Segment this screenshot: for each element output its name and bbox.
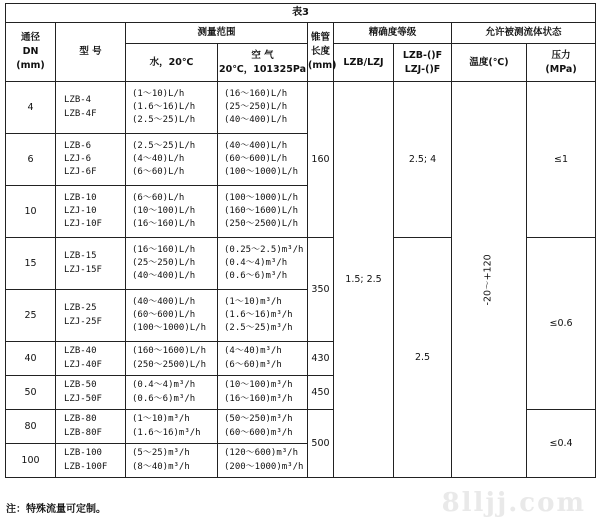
model-cell: LZB-15 LZJ-15F: [56, 238, 126, 290]
header-range: 测量范围: [126, 23, 308, 44]
header-dn: 通径 DN (mm): [6, 23, 56, 82]
table-title: 表3: [6, 4, 596, 23]
air-range-cell: (1～10)m³/h (1.6～16)m³/h (2.5～25)m³/h: [218, 290, 308, 342]
water-range-cell: (40～400)L/h (60～600)L/h (100～1000)L/h: [126, 290, 218, 342]
model-cell: LZB-4 LZB-4F: [56, 82, 126, 134]
header-pipe-length: 锥管 长度 (mm): [308, 23, 334, 82]
header-medium: 允许被测流体状态: [452, 23, 596, 44]
model-cell: LZB-10 LZJ-10 LZJ-10F: [56, 186, 126, 238]
dn-cell: 4: [6, 82, 56, 134]
pressure-cell: ≤0.6: [527, 238, 596, 410]
temperature-cell: [452, 82, 527, 478]
pipe-length-cell: 450: [308, 376, 334, 410]
air-range-cell: (100～1000)L/h (160～1600)L/h (250～2500)L/h: [218, 186, 308, 238]
header-water: 水，20℃: [126, 44, 218, 82]
pipe-length-cell: 160: [308, 82, 334, 238]
dn-cell: 80: [6, 410, 56, 444]
water-range-cell: (16～160)L/h (25～250)L/h (40～400)L/h: [126, 238, 218, 290]
model-cell: LZB-25 LZJ-25F: [56, 290, 126, 342]
dn-cell: 40: [6, 342, 56, 376]
header-acc-lzb: LZB/LZJ: [334, 44, 394, 82]
header-temperature: 温度(℃): [452, 44, 527, 82]
dn-cell: 15: [6, 238, 56, 290]
air-range-cell: (4～40)m³/h (6～60)m³/h: [218, 342, 308, 376]
air-range-cell: (0.25～2.5)m³/h (0.4～4)m³/h (0.6～6)m³/h: [218, 238, 308, 290]
air-range-cell: (120～600)m³/h (200～1000)m³/h: [218, 444, 308, 478]
dn-cell: 6: [6, 134, 56, 186]
air-range-cell: (50～250)m³/h (60～600)m³/h: [218, 410, 308, 444]
dn-cell: 50: [6, 376, 56, 410]
water-range-cell: (1～10)m³/h (1.6～16)m³/h: [126, 410, 218, 444]
footnote: 注：特殊流量可定制。: [6, 504, 106, 515]
accuracy-lzb-cell: 1.5; 2.5: [334, 82, 394, 478]
water-range-cell: (5～25)m³/h (8～40)m³/h: [126, 444, 218, 478]
water-range-cell: (0.4～4)m³/h (0.6～6)m³/h: [126, 376, 218, 410]
temperature-value: -20～+120: [483, 253, 495, 306]
watermark: 8lljj.com: [441, 488, 586, 518]
model-cell: LZB-100 LZB-100F: [56, 444, 126, 478]
model-cell: LZB-50 LZJ-50F: [56, 376, 126, 410]
accuracy-f-cell: 2.5; 4: [394, 82, 452, 238]
air-range-cell: (16～160)L/h (25～250)L/h (40～400)L/h: [218, 82, 308, 134]
header-acc-f: LZB-()F LZJ-()F: [394, 44, 452, 82]
pipe-length-cell: 430: [308, 342, 334, 376]
spec-table-sheet: [5, 3, 595, 491]
header-air: 空 气 20℃，101325Pa: [218, 44, 308, 82]
model-cell: LZB-40 LZJ-40F: [56, 342, 126, 376]
pipe-length-cell: 500: [308, 410, 334, 478]
water-range-cell: (1～10)L/h (1.6～16)L/h (2.5～25)L/h: [126, 82, 218, 134]
air-range-cell: (40～400)L/h (60～600)L/h (100～1000)L/h: [218, 134, 308, 186]
model-cell: LZB-6 LZJ-6 LZJ-6F: [56, 134, 126, 186]
pressure-cell: ≤1: [527, 82, 596, 238]
header-pressure: 压力 (MPa): [527, 44, 596, 82]
header-accuracy: 精确度等级: [334, 23, 452, 44]
water-range-cell: (6～60)L/h (10～100)L/h (16～160)L/h: [126, 186, 218, 238]
dn-cell: 10: [6, 186, 56, 238]
accuracy-f-cell: 2.5: [394, 238, 452, 478]
table-row: [6, 82, 596, 134]
dn-cell: 100: [6, 444, 56, 478]
flowmeter-spec-table: [5, 3, 596, 478]
air-range-cell: (10～100)m³/h (16～160)m³/h: [218, 376, 308, 410]
pipe-length-cell: 350: [308, 238, 334, 342]
dn-cell: 25: [6, 290, 56, 342]
header-model: 型 号: [56, 23, 126, 82]
water-range-cell: (160～1600)L/h (250～2500)L/h: [126, 342, 218, 376]
water-range-cell: (2.5～25)L/h (4～40)L/h (6～60)L/h: [126, 134, 218, 186]
model-cell: LZB-80 LZB-80F: [56, 410, 126, 444]
pressure-cell: ≤0.4: [527, 410, 596, 478]
